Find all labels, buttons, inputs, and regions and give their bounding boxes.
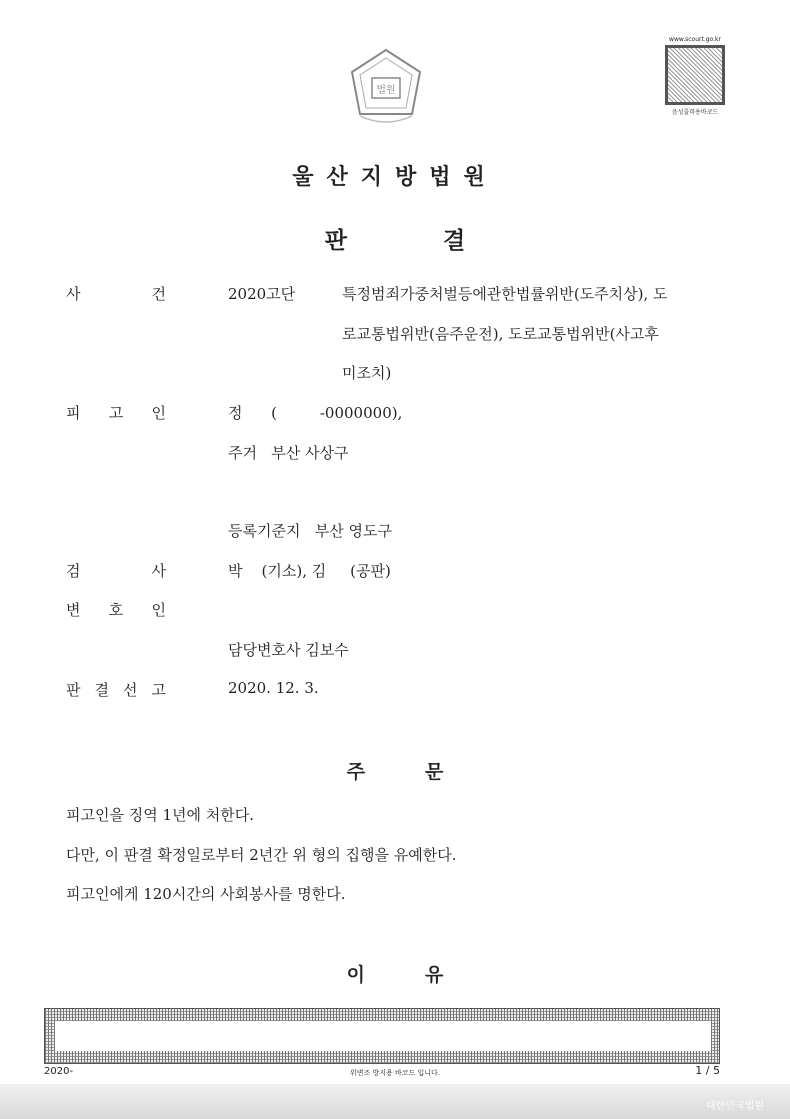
defendant-registry: 등록기준지 부산 영도구 xyxy=(228,522,392,540)
order-title: 주 문 xyxy=(346,761,444,783)
court-seal xyxy=(346,44,426,130)
order-paragraph: 다만, 이 판결 확정일로부터 2년간 위 형의 집행을 유예한다. xyxy=(66,846,457,864)
lawyer-value: 담당변호사 김보수 xyxy=(228,641,349,659)
seal-text: 법원 xyxy=(376,85,396,96)
defendant-label: 피 고 인 xyxy=(66,404,166,422)
qr-code-block xyxy=(662,36,728,116)
case-line: 미조치) xyxy=(342,364,392,382)
qr-url: www.scourt.go.kr xyxy=(669,36,721,43)
band-text: 대한민국법원 xyxy=(706,1101,764,1112)
page-indicator: 1 / 5 xyxy=(695,1064,720,1077)
barcode-caption: 위변조 방지용 바코드 입니다. xyxy=(349,1069,441,1077)
order-paragraph: 피고인을 징역 1년에 처한다. xyxy=(66,806,255,824)
doc-title-char: 결 xyxy=(443,228,466,254)
document-number: 2020- xyxy=(44,1066,74,1077)
case-number: 2020고단 xyxy=(228,285,296,303)
verdict-date-value: 2020. 12. 3. xyxy=(228,679,319,697)
qr-code-icon xyxy=(665,45,725,105)
bottom-band xyxy=(0,1084,790,1119)
verdict-date-label: 판 결 선 고 xyxy=(66,681,166,699)
defendant-residence: 주거 부산 사상구 xyxy=(228,444,349,462)
court-name: 울산지방법원 xyxy=(292,165,498,190)
qr-caption: 음성출력용바코드 xyxy=(671,109,719,116)
defendant-name: 정 ( -0000000), xyxy=(228,404,403,422)
prosecutor-value: 박 (기소), 김 (공판) xyxy=(228,562,391,580)
prosecutor-label: 검 사 xyxy=(66,562,166,580)
order-paragraph: 피고인에게 120시간의 사회봉사를 명한다. xyxy=(66,885,346,903)
case-line: 로교통법위반(음주운전), 도로교통법위반(사고후 xyxy=(342,325,659,343)
case-label: 사 건 xyxy=(66,285,166,303)
reason-title: 이 유 xyxy=(346,964,444,986)
anti-forgery-barcode xyxy=(44,1008,720,1064)
doc-title-char: 판 xyxy=(324,228,347,254)
case-line: 특정범죄가중처벌등에관한법률위반(도주치상), 도 xyxy=(342,285,668,303)
document-title xyxy=(0,222,790,255)
lawyer-label: 변 호 인 xyxy=(66,601,166,619)
